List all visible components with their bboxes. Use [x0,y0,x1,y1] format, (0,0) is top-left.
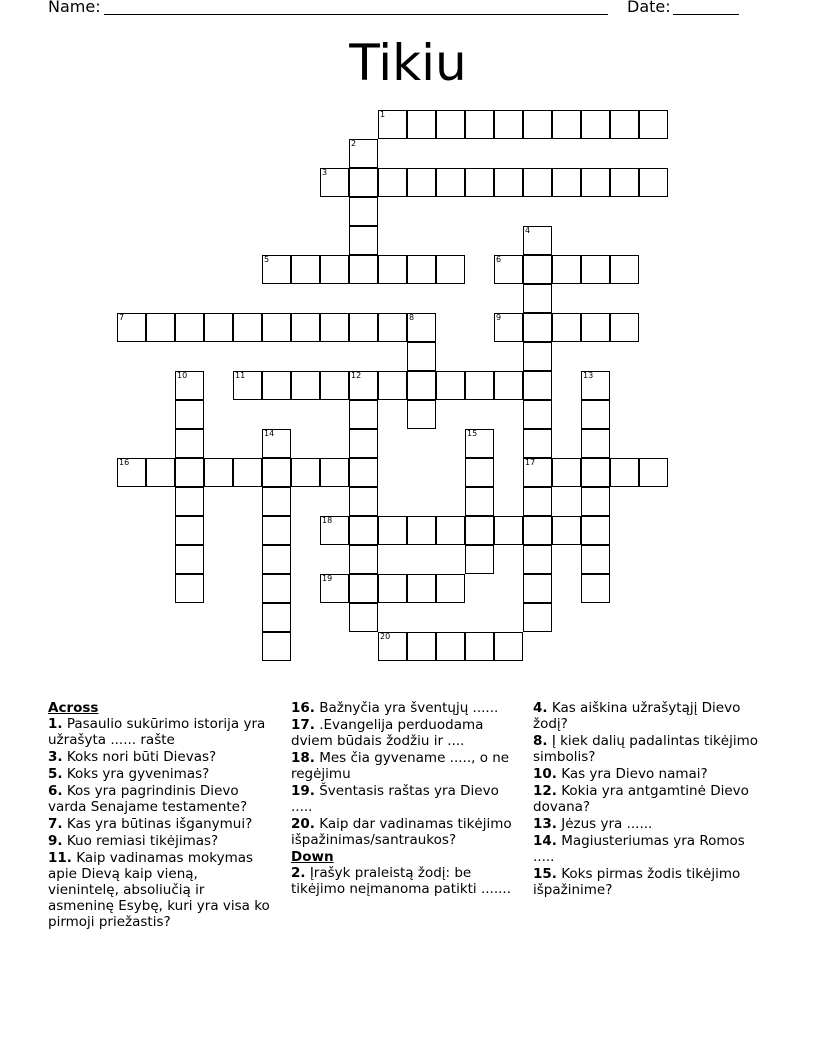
grid-cell[interactable] [349,545,378,574]
grid-cell[interactable] [175,400,204,429]
clue-across-11 [48,850,270,930]
grid-cell[interactable] [407,632,436,661]
grid-cell[interactable] [291,255,320,284]
clue-text: Į kiek dalių padalintas tikėjimo simbolis? [533,733,758,765]
grid-cell-8[interactable] [407,313,436,342]
grid-cell[interactable] [581,255,610,284]
clue-number: 20. [291,816,315,832]
grid-cell[interactable] [262,545,291,574]
grid-cell[interactable] [349,516,378,545]
grid-cell[interactable] [610,313,639,342]
grid-cell[interactable] [436,516,465,545]
grid-cell[interactable] [291,458,320,487]
grid-cell[interactable] [581,313,610,342]
grid-cell[interactable] [552,168,581,197]
clue-across-1 [48,716,270,748]
grid-cell[interactable] [204,458,233,487]
clue-text: Kas yra būtinas išganymui? [66,816,253,832]
clue-across-5 [48,766,270,782]
clues-column-3 [533,700,763,899]
grid-cell[interactable] [262,487,291,516]
cell-number: 20 [380,632,391,641]
grid-cell-2[interactable] [349,139,378,168]
grid-cell[interactable] [639,168,668,197]
grid-cell[interactable] [436,110,465,139]
clue-number: 8. [533,733,548,749]
grid-cell-12[interactable] [349,371,378,400]
grid-cell[interactable] [407,574,436,603]
grid-cell-1[interactable] [378,110,407,139]
grid-cell[interactable] [523,487,552,516]
clue-text: Kuo remiasi tikėjimas? [66,833,219,849]
grid-cell-16[interactable] [117,458,146,487]
grid-cell[interactable] [639,110,668,139]
grid-cell-18[interactable] [320,516,349,545]
cell-number: 8 [409,313,415,322]
grid-cell[interactable] [378,516,407,545]
grid-cell[interactable] [523,255,552,284]
grid-cell[interactable] [494,168,523,197]
grid-cell[interactable] [581,487,610,516]
grid-cell[interactable] [349,458,378,487]
grid-cell[interactable] [262,574,291,603]
grid-cell[interactable] [494,632,523,661]
grid-cell[interactable] [349,197,378,226]
clues-column-2 [291,700,513,898]
grid-cell[interactable] [349,574,378,603]
across-heading: Across [48,700,99,716]
clue-across-9 [48,833,270,849]
clue-number: 15. [533,866,557,882]
clue-number: 10. [533,766,557,782]
grid-cell[interactable] [291,313,320,342]
grid-cell[interactable] [581,400,610,429]
clue-across-20 [291,816,513,848]
clue-number: 14. [533,833,557,849]
grid-cell[interactable] [581,168,610,197]
clue-number: 12. [533,783,557,799]
cell-number: 15 [467,429,478,438]
grid-cell[interactable] [407,400,436,429]
cell-number: 4 [525,226,531,235]
clue-text: Jėzus yra ...... [561,816,653,832]
grid-cell[interactable] [610,255,639,284]
grid-cell[interactable] [291,371,320,400]
clue-text: Kas aiškina užrašytąjį Dievo žodį? [533,700,741,732]
grid-cell[interactable] [523,168,552,197]
clue-number: 18. [291,750,315,766]
clue-text: Koks pirmas žodis tikėjimo išpažinime? [533,866,741,898]
clue-number: 4. [533,700,548,716]
cell-number: 2 [351,139,357,148]
clue-number: 3. [48,749,63,765]
cell-number: 7 [119,313,125,322]
grid-cell[interactable] [465,371,494,400]
clue-across-6 [48,783,270,815]
grid-cell[interactable] [233,313,262,342]
grid-cell[interactable] [523,603,552,632]
grid-cell[interactable] [552,110,581,139]
grid-cell[interactable] [581,516,610,545]
grid-cell[interactable] [552,458,581,487]
clue-number: 13. [533,816,557,832]
grid-cell[interactable] [465,110,494,139]
grid-cell-3[interactable] [320,168,349,197]
clue-text: Magiusteriumas yra Romos ..... [533,833,745,865]
grid-cell[interactable] [378,255,407,284]
clue-text: Įrašyk praleistą žodį: be tikėjimo neįmanoma patikti ....... [291,865,512,897]
clue-text: Šventasis raštas yra Dievo ..... [291,783,499,815]
clue-down-13 [533,816,763,832]
clues-column-1 [48,700,270,931]
grid-cell[interactable] [349,255,378,284]
grid-cell[interactable] [204,313,233,342]
cell-number: 6 [496,255,502,264]
grid-cell[interactable] [436,255,465,284]
grid-cell[interactable] [349,429,378,458]
name-label: Name: [48,0,101,16]
cell-number: 19 [322,574,333,583]
grid-cell[interactable] [175,545,204,574]
grid-cell[interactable] [465,168,494,197]
grid-cell[interactable] [494,371,523,400]
clue-number: 2. [291,865,306,881]
grid-cell[interactable] [407,110,436,139]
clue-text: Kos yra pagrindinis Dievo varda Senajame testamente? [48,783,248,815]
grid-cell-4[interactable] [523,226,552,255]
grid-cell[interactable] [349,313,378,342]
clue-text: .Evangelija perduodama dviem būdais žodžiu ir .... [291,717,484,749]
grid-cell[interactable] [523,371,552,400]
grid-cell[interactable] [465,516,494,545]
clue-text: Kaip vadinamas mokymas apie Dievą kaip vieną, vienintelę, absoliučią ir asmeninę Esybę, kuri yra visa ko pirmoji priežastis? [48,850,270,930]
grid-cell[interactable] [610,458,639,487]
cell-number: 1 [380,110,386,119]
cell-number: 5 [264,255,270,264]
grid-cell[interactable] [407,342,436,371]
cell-number: 16 [119,458,130,467]
cell-number: 12 [351,371,362,380]
grid-cell[interactable] [320,255,349,284]
grid-cell[interactable] [349,226,378,255]
grid-cell[interactable] [146,458,175,487]
grid-cell[interactable] [523,400,552,429]
grid-cell[interactable] [552,516,581,545]
grid-cell[interactable] [465,458,494,487]
clue-number: 1. [48,716,63,732]
clue-down-12 [533,783,763,815]
grid-cell[interactable] [378,168,407,197]
cell-number: 13 [583,371,594,380]
grid-cell[interactable] [436,632,465,661]
grid-cell[interactable] [175,458,204,487]
grid-cell-6[interactable] [494,255,523,284]
grid-cell[interactable] [320,313,349,342]
grid-cell[interactable] [436,574,465,603]
cell-number: 9 [496,313,502,322]
clue-text: Kaip dar vadinamas tikėjimo išpažinimas/santraukos? [291,816,512,848]
grid-cell-13[interactable] [581,371,610,400]
grid-cell[interactable] [378,313,407,342]
grid-cell[interactable] [349,400,378,429]
clue-text: Kokia yra antgamtinė Dievo dovana? [533,783,749,815]
grid-cell[interactable] [262,458,291,487]
grid-cell[interactable] [349,603,378,632]
grid-cell[interactable] [262,632,291,661]
clue-number: 9. [48,833,63,849]
down-heading: Down [291,849,334,865]
grid-cell[interactable] [610,168,639,197]
grid-cell[interactable] [552,255,581,284]
grid-cell[interactable] [523,313,552,342]
grid-cell-7[interactable] [117,313,146,342]
grid-cell[interactable] [349,168,378,197]
clue-number: 5. [48,766,63,782]
clue-text: Koks nori būti Dievas? [66,749,217,765]
grid-cell[interactable] [320,458,349,487]
clue-number: 6. [48,783,63,799]
grid-cell-15[interactable] [465,429,494,458]
clue-number: 17. [291,717,315,733]
grid-cell[interactable] [262,516,291,545]
clue-number: 7. [48,816,63,832]
grid-cell[interactable] [407,371,436,400]
clue-number: 11. [48,850,72,866]
grid-cell[interactable] [465,487,494,516]
grid-cell-14[interactable] [262,429,291,458]
grid-cell[interactable] [523,516,552,545]
grid-cell-11[interactable] [233,371,262,400]
clue-number: 16. [291,700,315,716]
grid-cell[interactable] [262,313,291,342]
grid-cell[interactable] [378,371,407,400]
cell-number: 3 [322,168,328,177]
grid-cell[interactable] [407,255,436,284]
clue-across-19 [291,783,513,815]
grid-cell[interactable] [349,487,378,516]
clue-across-16 [291,700,513,716]
grid-cell[interactable] [581,458,610,487]
date-label: Date: [627,0,671,16]
cell-number: 10 [177,371,188,380]
grid-cell[interactable] [465,545,494,574]
grid-cell[interactable] [523,284,552,313]
clue-down-14 [533,833,763,865]
grid-cell-9[interactable] [494,313,523,342]
grid-cell[interactable] [523,429,552,458]
grid-cell[interactable] [262,371,291,400]
grid-cell[interactable] [581,545,610,574]
grid-cell[interactable] [175,574,204,603]
grid-cell[interactable] [233,458,262,487]
clue-down-10 [533,766,763,782]
clue-across-17 [291,717,513,749]
grid-cell[interactable] [146,313,175,342]
cell-number: 17 [525,458,536,467]
puzzle-title: Tikiu [349,34,467,92]
clue-across-7 [48,816,270,832]
grid-cell[interactable] [175,429,204,458]
grid-cell[interactable] [175,313,204,342]
grid-cell-20[interactable] [378,632,407,661]
grid-cell-5[interactable] [262,255,291,284]
cell-number: 11 [235,371,246,380]
grid-cell[interactable] [465,632,494,661]
grid-cell[interactable] [523,342,552,371]
clue-across-18 [291,750,513,782]
grid-cell[interactable] [552,313,581,342]
grid-cell[interactable] [523,110,552,139]
clue-across-3 [48,749,270,765]
clue-down-8 [533,733,763,765]
grid-cell[interactable] [494,516,523,545]
grid-cell-10[interactable] [175,371,204,400]
clue-text: Bažnyčia yra šventųjų ...... [319,700,499,716]
grid-cell[interactable] [581,110,610,139]
cell-number: 18 [322,516,333,525]
clue-text: Koks yra gyvenimas? [66,766,210,782]
grid-cell[interactable] [378,574,407,603]
grid-cell[interactable] [610,110,639,139]
clue-text: Kas yra Dievo namai? [561,766,708,782]
clue-down-4 [533,700,763,732]
grid-cell[interactable] [639,458,668,487]
grid-cell-17[interactable] [523,458,552,487]
grid-cell[interactable] [436,371,465,400]
grid-cell[interactable] [523,574,552,603]
clue-down-15 [533,866,763,898]
clue-text: Mes čia gyvename ....., o ne regėjimu [291,750,510,782]
cell-number: 14 [264,429,275,438]
grid-cell[interactable] [175,487,204,516]
grid-cell[interactable] [175,516,204,545]
grid-cell[interactable] [436,168,465,197]
clue-number: 19. [291,783,315,799]
grid-cell[interactable] [320,371,349,400]
grid-cell[interactable] [581,574,610,603]
grid-cell[interactable] [407,516,436,545]
grid-cell[interactable] [581,429,610,458]
grid-cell-19[interactable] [320,574,349,603]
clue-text: Pasaulio sukūrimo istorija yra užrašyta ...... rašte [48,716,266,748]
grid-cell[interactable] [523,545,552,574]
clue-down-2 [291,865,513,897]
grid-cell[interactable] [407,168,436,197]
grid-cell[interactable] [494,110,523,139]
grid-cell[interactable] [262,603,291,632]
